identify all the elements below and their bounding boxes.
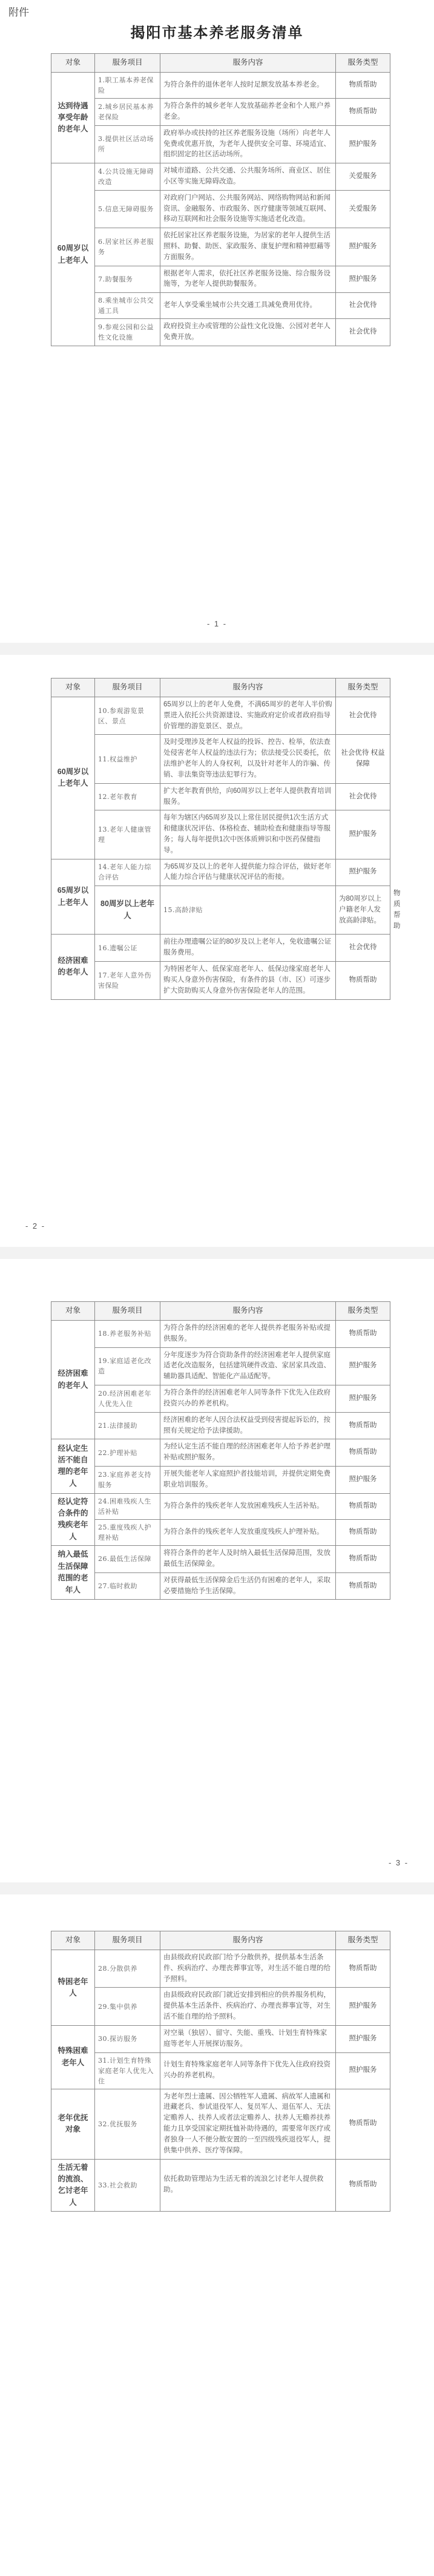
column-header: 对象 (51, 1931, 95, 1950)
service-item-cell: 28.分散供养 (95, 1950, 160, 1988)
table-row (51, 125, 390, 163)
service-type-cell: 物质帮助 (336, 962, 390, 999)
table-header-row (51, 1302, 390, 1321)
service-type-cell: 关爱服务 (336, 163, 390, 191)
table-row (51, 73, 390, 99)
service-table (51, 1931, 390, 2212)
table-row (51, 783, 390, 810)
table-row (51, 293, 390, 319)
service-type-cell: 照护服务 (336, 1988, 390, 2025)
service-item-cell: 31.计划生育特殊家庭老年人优先入住 (95, 2052, 160, 2089)
service-type-cell: 照护服务 (336, 859, 390, 886)
service-content-cell: 经济困难的老年人因合法权益受到侵害提起诉讼的，按照有关规定给予法律援助。 (160, 1412, 336, 1439)
target-group-cell: 80周岁以上老年人 (95, 886, 160, 935)
service-item-cell: 23.家庭养老支持服务 (95, 1466, 160, 1493)
service-type-cell: 物质帮助 (336, 73, 390, 99)
target-group-cell: 达到待遇享受年龄的老年人 (51, 73, 95, 163)
service-item-cell: 6.居家社区养老服务 (95, 228, 160, 266)
service-type-cell: 照护服务 (336, 2025, 390, 2052)
page-separator (0, 1247, 434, 1259)
table-row (51, 1347, 390, 1385)
service-content-cell: 为符合条件的退休老年人按时足额发放基本养老金。 (160, 73, 336, 99)
service-content-cell: 对政府门户网站、公共服务网站、网络购物网站和新闻资讯、金融服务、市政服务、医疗健康等领域互联网、移动互联网和社会服务设施等实施适老化改造。 (160, 190, 336, 228)
service-item-cell: 25.重度残疾人护理补贴 (95, 1519, 160, 1545)
service-type-cell: 社会优待 (336, 783, 390, 810)
service-type-cell: 物质帮助 (336, 1519, 390, 1545)
column-header: 对象 (51, 54, 95, 73)
page-number-3: - 3 - (388, 1858, 409, 1867)
service-content-cell: 依托救助管理站为生活无着的流浪乞讨老年人提供救助。 (160, 2159, 336, 2212)
service-item-cell: 17.老年人意外伤害保险 (95, 962, 160, 999)
table-row (51, 2052, 390, 2089)
table-row (51, 266, 390, 293)
service-item-cell: 8.乘坐城市公共交通工具 (95, 293, 160, 319)
table-row: 80周岁以上老年人 15.高龄津贴 为80周岁以上户籍老年人发放高龄津贴。 物质帮助 (51, 886, 390, 935)
column-header: 服务类型 (336, 1302, 390, 1321)
column-header: 服务类型 (336, 678, 390, 697)
table-row (51, 1546, 390, 1573)
service-type-cell: 物质帮助 (336, 1572, 390, 1600)
table-row (51, 163, 390, 191)
table-row (51, 859, 390, 886)
target-group-cell: 经济困难的老年人 (51, 1321, 95, 1439)
service-item-cell: 13.老年人健康管理 (95, 810, 160, 859)
service-table (51, 1301, 390, 1600)
service-type-cell: 关爱服务 (336, 190, 390, 228)
service-content-cell: 由县级政府民政部门就近安排到相应的供养服务机构，提供基本生活条件、疾病治疗、办理丧葬事宜等，对生活不能自理的给予照料。 (160, 1988, 336, 2025)
service-type-cell: 物质帮助 (336, 1493, 390, 1519)
service-item-cell: 20.经济困难老年人优先入住 (95, 1385, 160, 1413)
column-header: 服务内容 (160, 54, 336, 73)
service-content-cell: 依托居家社区养老服务设施，为居家的老年人提供生活照料、助餐、助医、家政服务、康复护理和精神慰藉等方面服务。 (160, 228, 336, 266)
service-type-cell: 物质帮助 (336, 1950, 390, 1988)
service-type-cell: 社会优待 (336, 697, 390, 735)
table-row (51, 319, 390, 346)
table-row (51, 935, 390, 962)
column-header: 服务内容 (160, 1931, 336, 1950)
service-type-cell: 照护服务 (336, 266, 390, 293)
service-type-cell: 物质帮助 (336, 99, 390, 126)
table-page-3 (51, 1301, 390, 1600)
column-header: 服务类型 (336, 54, 390, 73)
table-row (51, 1519, 390, 1545)
column-header: 对象 (51, 678, 95, 697)
service-type-cell: 照护服务 (336, 2052, 390, 2089)
table-row (51, 1950, 390, 1988)
table-row (51, 810, 390, 859)
target-group-cell: 纳入最低生活保障范围的老年人 (51, 1546, 95, 1600)
document-title: 揭阳市基本养老服务清单 (130, 25, 304, 41)
column-header: 服务项目 (95, 1931, 160, 1950)
service-type-cell: 照护服务 (336, 1347, 390, 1385)
table-row (51, 962, 390, 999)
target-group-cell: 特困老年人 (51, 1950, 95, 2026)
service-content-cell: 为经认定生活不能自理的经济困难老年人给予养老护理补贴或照护服务。 (160, 1439, 336, 1467)
service-content-cell: 每年为辖区内65周岁及以上常住居民提供1次生活方式和健康状况评估、体格检查、辅助检查和健康指导等服务；每人每年提供1次中医体质辨识和中医药保健指导。 (160, 810, 336, 859)
table-header-row (51, 54, 390, 73)
service-item-cell: 26.最低生活保障 (95, 1546, 160, 1573)
service-item-cell: 7.助餐服务 (95, 266, 160, 293)
service-content-cell: 为老年烈士遗属、因公牺牲军人遗属、病故军人遗属和进藏老兵、参试退役军人、复员军人、退伍军人、无法定赡养人、扶养人或者法定赡养人、扶养人无赡养扶养能力且享受国家定期抚恤补助待遇的，需要常年医疗或者独身一人不便分散安置的一至四级残疾退役军人，提供集中供养、医疗等保障。 (160, 2089, 336, 2159)
service-content-cell: 计划生育特殊家庭老年人同等条件下优先入住政府投资兴办的养老机构。 (160, 2052, 336, 2089)
page-separator (0, 643, 434, 655)
service-item-cell: 32.优抚服务 (95, 2089, 160, 2159)
service-content-cell: 扩大老年教育供给，向60周岁以上老年人提供教育培训服务。 (160, 783, 336, 810)
table-page-2 (51, 678, 401, 1000)
service-content-cell: 为特困老年人、低保家庭老年人、低保边缘家庭老年人购买人身意外伤害保险，有条件的县（市、区）可逐步扩大资助购买人身意外伤害保险老年人的范围。 (160, 962, 336, 999)
service-type-cell: 照护服务 (336, 1385, 390, 1413)
service-content-cell: 根据老年人需求，依托社区养老服务设施、综合服务设施等，为老年人提供助餐服务。 (160, 266, 336, 293)
service-table (51, 678, 401, 1000)
table-row (51, 99, 390, 126)
column-header: 服务内容 (160, 1302, 336, 1321)
service-content-cell: 对城市道路、公共交通、公共服务场所、商业区、居住小区等实施无障碍改造。 (160, 163, 336, 191)
service-type-cell: 社会优待 (336, 935, 390, 962)
service-type-cell: 物质帮助 (336, 2159, 390, 2212)
table-row (51, 697, 390, 735)
service-type-cell: 社会优待 权益保障 (336, 735, 390, 783)
service-content-cell: 对空巢（独居）、留守、失能、重残、计划生育特殊家庭等老年人开展探访服务。 (160, 2025, 336, 2052)
service-content-cell: 为符合条件的残疾老年人发放重度残疾人护理补贴。 (160, 1519, 336, 1545)
target-group-cell: 特殊困难老年人 (51, 2025, 95, 2089)
service-item-cell: 3.提供社区活动场所 (95, 125, 160, 163)
target-group-cell: 经认定生活不能自理的老年人 (51, 1439, 95, 1493)
service-item-cell: 27.临时救助 (95, 1572, 160, 1600)
service-content-cell: 65周岁以上的老年人免费，不满65周岁的老年人半价购票进入依托公共资源建设、实施政府定价或者政府指导价管理的游览景区、景点。 (160, 697, 336, 735)
service-table (51, 53, 390, 346)
service-type-cell: 照护服务 (336, 125, 390, 163)
column-header: 服务项目 (95, 1302, 160, 1321)
service-item-cell: 24.困难残疾人生活补贴 (95, 1493, 160, 1519)
table-row (51, 2025, 390, 2052)
service-content-cell: 及时受理涉及老年人权益的投诉、控告、检举，依法查处侵害老年人权益的违法行为；依法接受公民委托，依法维护老年人的人身权利，以及针对老年人的诈骗、传销、非法集资等违法犯罪行为。 (160, 735, 336, 783)
table-row (51, 1493, 390, 1519)
target-group-cell: 生活无着的流浪、乞讨老年人 (51, 2159, 95, 2212)
service-item-cell: 18.养老服务补贴 (95, 1321, 160, 1348)
table-row (51, 190, 390, 228)
table-row (51, 2089, 390, 2159)
service-type-cell: 社会优待 (336, 319, 390, 346)
table-row (51, 228, 390, 266)
service-item-cell: 21.法律援助 (95, 1412, 160, 1439)
table-row (51, 2159, 390, 2212)
target-group-cell: 老年优抚对象 (51, 2089, 95, 2159)
table-page-4 (51, 1931, 390, 2212)
table-row (51, 1439, 390, 1467)
table-row (51, 1321, 390, 1348)
service-type-cell: 照护服务 (336, 810, 390, 859)
service-content-cell: 对获得最低生活保障金后生活仍有困难的老年人，采取必要措施给予生活保障。 (160, 1572, 336, 1600)
service-content-cell: 老年人享受乘坐城市公共交通工具减免费用优待。 (160, 293, 336, 319)
service-item-cell: 9.参观公园和公益性文化设施 (95, 319, 160, 346)
service-content-cell: 为65周岁及以上的老年人提供能力综合评估，做好老年人能力综合评估与健康状况评估的衔接。 (160, 859, 336, 886)
service-type-cell: 物质帮助 (336, 1546, 390, 1573)
service-item-cell: 22.护理补贴 (95, 1439, 160, 1467)
service-type-cell: 物质帮助 (336, 1439, 390, 1467)
service-item-cell: 10.参观游览景区、景点 (95, 697, 160, 735)
column-header: 服务类型 (336, 1931, 390, 1950)
service-item-cell: 1.职工基本养老保险 (95, 73, 160, 99)
service-item-cell: 11.权益维护 (95, 735, 160, 783)
target-group-cell: 60周岁以上老年人 (51, 697, 95, 859)
target-group-cell: 经认定符合条件的残疾老年人 (51, 1493, 95, 1546)
service-item-cell: 14.老年人能力综合评估 (95, 859, 160, 886)
column-header: 对象 (51, 1302, 95, 1321)
service-content-cell: 为80周岁以上户籍老年人发放高龄津贴。 (336, 886, 390, 935)
column-header: 服务内容 (160, 678, 336, 697)
table-row (51, 1572, 390, 1600)
service-content-cell: 为符合条件的残疾老年人发放困难残疾人生活补贴。 (160, 1493, 336, 1519)
service-type-cell: 社会优待 (336, 293, 390, 319)
page-separator (0, 1882, 434, 1894)
service-content-cell: 开展失能老年人家庭照护者技能培训，并提供定期免费职业培训服务。 (160, 1466, 336, 1493)
service-item-cell: 4.公共设施无障碍改造 (95, 163, 160, 191)
service-type-cell: 照护服务 (336, 1466, 390, 1493)
annex-label: 附件 (8, 7, 29, 18)
table-row (51, 1988, 390, 2025)
service-content-cell: 将符合条件的老年人及时纳入最低生活保障范围，发放最低生活保障金。 (160, 1546, 336, 1573)
table-row (51, 1466, 390, 1493)
service-item-cell: 5.信息无障碍服务 (95, 190, 160, 228)
service-content-cell: 政府举办或扶持的社区养老服务设施（场所）向老年人免费或优惠开放，为老年人提供安全可靠、环境适宜、组织固定的社区活动场所。 (160, 125, 336, 163)
service-type-cell: 物质帮助 (336, 2089, 390, 2159)
service-content-cell: 由县级政府民政部门给予分散供养，提供基本生活条件、疾病治疗、办理丧葬事宜等，对生活不能自理的给予照料。 (160, 1950, 336, 1988)
service-item-cell: 19.家庭适老化改造 (95, 1347, 160, 1385)
target-group-cell: 65周岁以上老年人 (51, 859, 95, 935)
service-content-cell: 前往办理遗嘱公证的80岁及以上老年人，免收遗嘱公证服务费用。 (160, 935, 336, 962)
table-page-1 (51, 53, 390, 346)
table-header-row (51, 1931, 390, 1950)
table-row (51, 735, 390, 783)
service-item-cell: 33.社会救助 (95, 2159, 160, 2212)
service-item-cell: 29.集中供养 (95, 1988, 160, 2025)
service-content-cell: 为符合条件的经济困难的老年人提供养老服务补贴或提供服务。 (160, 1321, 336, 1348)
column-header: 服务项目 (95, 678, 160, 697)
service-item-cell: 15.高龄津贴 (160, 886, 336, 935)
table-row (51, 1412, 390, 1439)
service-content-cell: 分年度逐步为符合资助条件的经济困难老年人提供家庭适老化改造服务，包括建筑硬件改造、家居家具改造、辅助器具适配、智能化产品适配等。 (160, 1347, 336, 1385)
service-content-cell: 为符合条件的城乡老年人发放基础养老金和个人账户养老金。 (160, 99, 336, 126)
target-group-cell: 经济困难的老年人 (51, 935, 95, 999)
service-type-cell: 物质帮助 (336, 1412, 390, 1439)
service-item-cell: 30.探访服务 (95, 2025, 160, 2052)
service-item-cell: 16.遗嘱公证 (95, 935, 160, 962)
service-content-cell: 政府投资主办或管理的公益性文化设施、公园对老年人免费开放。 (160, 319, 336, 346)
service-item-cell: 2.城乡居民基本养老保险 (95, 99, 160, 126)
service-item-cell: 12.老年教育 (95, 783, 160, 810)
service-type-cell: 物质帮助 (336, 1321, 390, 1348)
target-group-cell: 60周岁以上老年人 (51, 163, 95, 346)
table-header-row (51, 678, 390, 697)
page-number-1: - 1 - (206, 619, 228, 628)
table-row (51, 1385, 390, 1413)
service-type-cell: 照护服务 (336, 228, 390, 266)
column-header: 服务项目 (95, 54, 160, 73)
page-number-2: - 2 - (25, 1221, 46, 1230)
service-content-cell: 为符合条件的经济困难老年人同等条件下优先入住政府投资兴办的养老机构。 (160, 1385, 336, 1413)
